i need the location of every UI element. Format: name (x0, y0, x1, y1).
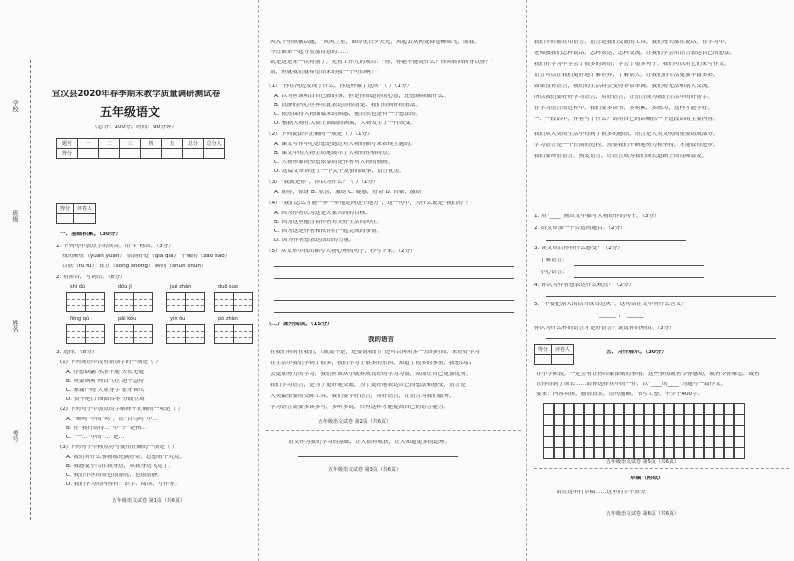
article-line: 学习语言需要多读多写，多听多说，只有这样才能提高自己的语言能力。 (270, 405, 450, 410)
question-3-line: C. 我们小区的景色很漂亮，也很清静。 (66, 473, 163, 478)
pinyin-label: dǒu jí (118, 284, 132, 290)
page-footer: 五年级语文试卷 第3页（共6页） (328, 467, 401, 473)
writing-box[interactable] (233, 324, 253, 344)
answer-line[interactable] (274, 278, 514, 279)
article-title: 我的语言 (368, 336, 394, 343)
exam-info: （总分：100分；时间：90分钟） (92, 125, 177, 130)
pinyin-label: jué zhàn (170, 284, 192, 290)
passage-line: 今日谁来一起守望那诗意的…… (270, 50, 349, 55)
page-footer: 五年级语文试卷 第5页（共6页） (606, 459, 679, 465)
margin-label-school: 学校 (11, 100, 18, 112)
answer-prompt: 了解语言： (540, 258, 568, 263)
comprehension-question: 你认为什么样的语言才是好语言？说说你的理由。（3分） (534, 326, 675, 331)
writing-box[interactable] (166, 292, 186, 312)
option-line: C. 人物形象的塑造依靠的是作者对人物的刻画。 (274, 160, 394, 165)
subject-title: 五年级语文 (100, 106, 161, 118)
answer-line[interactable] (274, 312, 514, 313)
option-line: D. 根据人物在大街上面临的困境，人物发生了一件改变。 (274, 121, 417, 126)
score-cell[interactable] (183, 149, 204, 159)
grader-score-cell[interactable] (535, 355, 552, 365)
section-1-heading: 一、基础积累。（30分） (60, 232, 121, 237)
grader-name-cell[interactable] (552, 355, 574, 365)
grader-score-cell[interactable] (57, 214, 74, 224)
question-3-line: B. 在“我行动得…”中“于”是指… (66, 426, 147, 431)
grader-name-label: 评卷人 (552, 345, 574, 355)
article-line: 人类最重要的交际工具。我们要学好语言，用好语言，让语言为我们服务。 (270, 394, 455, 399)
answer-line[interactable] (574, 277, 704, 278)
writing-box[interactable] (185, 324, 205, 344)
page-divider (266, 430, 521, 431)
passage-line: 在学习语言的过程中，我们要多读书，多积累，多练习，这样才能学好。 (534, 106, 714, 111)
comprehension-question: 4. 你认为作者想表达什么观点？（2分） (534, 283, 635, 288)
passage-line: 一、一段话中，作者写了什么？请用自己的话概括一下这段话的主要内容。 (534, 117, 719, 122)
grader-box (534, 344, 574, 365)
question-3-line: A. 浮想联翩 水泄不通 天衣无缝 (66, 370, 144, 375)
grader-score-label: 得分 (57, 204, 74, 214)
draft-note: 请在这里打草稿……这里的字不算分。 (556, 490, 652, 495)
score-header-cell: 四 (141, 139, 162, 149)
grader-name-label: 评卷人 (74, 204, 96, 214)
answer-line[interactable] (298, 456, 458, 457)
score-cell[interactable] (162, 149, 183, 159)
option-line: A. 因为作者认为这是大家共同的目标。 (274, 211, 371, 216)
score-cell[interactable] (120, 149, 141, 159)
exam-page-3 (526, 0, 794, 561)
writing-box[interactable] (233, 292, 253, 312)
answer-prompt: 小心语言： (540, 270, 568, 275)
passage-line: 语言可以让我们更好地了解世界，了解别人，让我们的生活更加丰富多彩。 (534, 73, 719, 78)
writing-box[interactable] (66, 292, 86, 312)
pinyin-label: shì dú (70, 284, 86, 290)
passage-line: 老师教我们怎样说话，怎样表达，怎样交流，让我们学会用语言表达自己的想法。 (534, 51, 736, 56)
writing-box[interactable] (114, 324, 134, 344)
sub-question: （4）“我们怎么才能一步一步地走向这个地方”，这一句中，为什么说是“我们的”？ (266, 201, 472, 206)
comprehension-question: 1. 用“____”画出文中描写人物动作的句子。（3分） (534, 214, 660, 219)
score-header-cell: 五 (162, 139, 183, 149)
score-header-cell: 二 (99, 139, 120, 149)
writing-prompt-line: 要求：内容具体，感情真实，语句通顺，书写工整，不少于400字。 (536, 392, 704, 397)
reading-section-heading: （二）课外阅读。（15分） (266, 322, 333, 327)
comprehension-question: 3. 读文章后你有什么感受？（2分） (534, 246, 623, 251)
answer-line[interactable] (546, 296, 776, 297)
question-3-line: D. 赞不绝口 囫囵吞枣 分歧立场 (66, 397, 145, 402)
option-line: D. 因为作者想表达团结的力量。 (274, 238, 355, 243)
comprehension-question: “______”，“______” (596, 313, 647, 318)
answer-text: 语文作为我们学习的基础，让人很有收获，让人知道更多的道理。 (288, 440, 451, 445)
passage-line: 我们要珍惜语言，热爱语言，让语言成为我们成长道路上的良师益友。 (534, 154, 708, 159)
passage-line: 所以我们要好好学习语言，用好语言，让语言成为我们生活中的好帮手。 (534, 95, 714, 100)
comprehension-question: 5. “不要把别人的话当成耳边风”，这句话在文中有什么含义？ (534, 302, 687, 307)
answer-line[interactable] (546, 240, 686, 241)
score-cell[interactable] (78, 149, 99, 159)
score-header-cell: 总分 (183, 139, 204, 149)
writing-box[interactable] (185, 292, 205, 312)
writing-section-heading: 五、习作展示。（30分） (606, 350, 667, 355)
score-row-label: 得分 (57, 149, 78, 159)
writing-prompt-line: 让你得到了成长……请你选择其中的一件，以“____的____”为题写一篇作文。 (536, 382, 727, 387)
question-3-line: B. 我感觉小鸟在我身边，从我身边飞走了。 (66, 464, 175, 469)
score-table (56, 138, 225, 159)
writing-prompt-line: 在小学阶段，一定会有让你印象深刻的事情。这些事情或者令你感动，或者令你难忘，或者 (536, 372, 760, 377)
option-line: B. 沉静的内心世界在此表达得很清楚，我们得到你的看法。 (274, 103, 422, 108)
margin-label-class: 班级 (11, 210, 18, 222)
score-cell[interactable] (141, 149, 162, 159)
score-header-cell: 题号 (57, 139, 78, 149)
writing-box[interactable] (133, 324, 153, 344)
passage-line: 请，但就我们就希望出来的我一个可怕啊！” (270, 70, 380, 75)
page-footer: 五年级语文试卷 第6页（共6页） (606, 511, 679, 517)
passage-line: 我们在学习中学会了很多的词语，学会了很多句子，我们可以用它们来写作文。 (534, 62, 730, 67)
writing-box[interactable] (114, 292, 134, 312)
passage-line: 试是这是来一次特别了，先看工作九的项目：“你，你能不能说什么？你回转回转身以你？” (270, 60, 494, 65)
question-3-line: (2) 下列句子中加点的字解释不正确的一项是（ ） (60, 407, 184, 412)
option-line: A. 期待，惊讶 B. 欣喜，激动 C. 疑惑，好奇 D. 自豪，激动 (274, 190, 422, 195)
page-divider (534, 468, 789, 469)
answer-line[interactable] (274, 300, 514, 301)
score-header-cell: 总分人 (204, 139, 225, 149)
question-3-line: D. 我们学习的内容有：识字、阅读、写作等。 (66, 482, 181, 487)
comprehension-question: 2. 给文章加一个合适的题目。（2分） (534, 226, 626, 231)
passage-line: 我们平时都在用语言，语言是我们交流的工具。我们每天都在说话，在学习中， (534, 40, 730, 45)
question-1-line: 残垣断壁（yuán yuàn） 恰到好处（qià qiā） 干燥的（zào sào） (62, 254, 231, 259)
essay-grid-cell[interactable] (733, 447, 745, 459)
question-3-line: A. “蝉鸣”中的“鸣”，在“百鸟鸣”中… (66, 417, 158, 422)
question-1: 1. 下列句中加点字的读音，用“√”标出。（3分） (56, 244, 174, 249)
pinyin-label: duō suo (218, 284, 238, 290)
writing-box[interactable] (166, 324, 186, 344)
question-3-line: (1) 下列词语中没有错别字的一项是（ ） (60, 360, 161, 365)
answer-line[interactable] (546, 338, 776, 339)
option-line: D. 这篇文章讲述了一个关于友情的故事，语言优美。 (274, 169, 405, 174)
passage-line: 风入十里纵横话题，“风风兰星，谁得见日夕天光，风起云从何处降卷柳绵飞，而我， (270, 40, 480, 45)
writing-box[interactable] (85, 292, 105, 312)
exam-page-2 (258, 0, 526, 561)
score-table-row (57, 149, 225, 159)
passage-line: 学习语言是一个长期的过程，需要我们不断地努力和坚持，才能取得进步。 (534, 143, 719, 148)
grader-score-label: 得分 (535, 345, 552, 355)
pinyin-label: pò zhàn (218, 316, 238, 322)
answer-line[interactable] (574, 265, 704, 266)
score-table-header-row (57, 139, 225, 149)
option-line: A. 以为应该明白自己做的事，但是你知道你的心意，还想继续做什么。 (274, 94, 450, 99)
writing-box[interactable] (214, 324, 234, 344)
pinyin-label: yín ǒu (170, 316, 186, 322)
score-cell[interactable] (99, 149, 120, 159)
grader-name-cell[interactable] (74, 214, 96, 224)
score-cell[interactable] (204, 149, 225, 159)
question-3-line: C. “一…”中的“…”是… (66, 435, 125, 440)
option-line: A. 课文写作中心思想是通过对人物的描写来表现主题的。 (274, 142, 416, 147)
exam-page-1 (0, 0, 258, 561)
score-header-cell: 三 (120, 139, 141, 149)
page-footer: 五年级语文试卷 第1页（共6页） (112, 498, 185, 504)
option-line: B. 因为这里蕴含着作者对美好生活的向往。 (274, 220, 383, 225)
pinyin-label: pāi kòu (118, 316, 137, 322)
question-3-line: C. 家谕户晓 大显身手 张牙舞爪 (66, 388, 145, 393)
article-line: 我们学习语言，是为了更好地交流，为了更好地表达自己的想法和感受，语言是 (270, 383, 466, 388)
article-line: 在我们有时在我们，（或说不是，还要说我们）还可以再用多一点的时间，来好好学习 (270, 350, 480, 355)
passage-line: 如果没有语言，我们的生活将会变得非常单调，我们将无法和别人交流。 (534, 84, 714, 89)
score-header-cell: 一 (78, 139, 99, 149)
question-3-line: B. 英姿飒爽 理直气壮 迫不急待 (66, 379, 145, 384)
writing-box[interactable] (214, 292, 234, 312)
article-line: 会更加努力的学习，我们应该从小就养成良好的学习习惯，从而让自己更加优秀。 (270, 372, 472, 377)
binding-margin (4, 60, 44, 520)
passage-line: 我们从人类的生活中得到了很多的感悟，语言是人类文明的重要组成部分。 (534, 132, 719, 137)
pinyin-label: fēng qù (70, 316, 90, 322)
sub-question: （1）“你在河边发现了什么，你这样做了这回”（ ）（1分） (266, 84, 413, 89)
sub-question: （5）从文章中找出描写人物心理的句子，抄写下来。（2分） (266, 249, 416, 254)
margin-label-number: 考号 (11, 430, 18, 442)
sub-question: （2）下列说法中正确的一项是（ ）（1分） (266, 132, 373, 137)
sub-question: （3）“我就是你”，你以为什么？（ ）（1分） (266, 180, 379, 185)
writing-box[interactable] (66, 324, 86, 344)
page-footer: 五年级语文试卷 第2页（共6页） (318, 419, 391, 425)
writing-box[interactable] (85, 324, 105, 344)
question-2: 2. 看拼音，写词语。（8分） (56, 275, 126, 280)
answer-line[interactable] (274, 266, 514, 267)
essay-grid[interactable] (544, 404, 744, 459)
question-3: 3. 选择。（8分） (56, 350, 98, 355)
binding-line (30, 60, 31, 520)
option-line: C. 依然保持人物面临来的困惑，他自然也是有一个想法的。 (274, 112, 422, 117)
draft-title: 草稿（附纸） (630, 476, 664, 481)
margin-label-name: 姓名 (11, 320, 18, 332)
question-1-line: 白肤（fū fú） 耸立（sǒng shǒng） 瞬间（shùn shǔn） (62, 264, 207, 269)
option-line: C. 因为这是作者和伙伴们一起完成的事情。 (274, 229, 383, 234)
writing-box[interactable] (133, 292, 153, 312)
question-3-line: A. 我们对什么事物都充满好奇，总想看个究竟。 (66, 455, 186, 460)
exam-title: 宣汉县2020年春季期末教学质量调研测试卷 (52, 90, 221, 99)
option-line: B. 课文中的人物生动地展示了人物的性格特点。 (274, 151, 394, 156)
question-3-line: (3) 下列句子中标点符号使用正确的一项是（ ） (60, 445, 178, 450)
article-line: 在生活中我们学到了很多，我们学习了很多的东西，知道了很多的事情，我想以后 (270, 361, 472, 366)
grader-box (56, 203, 96, 224)
